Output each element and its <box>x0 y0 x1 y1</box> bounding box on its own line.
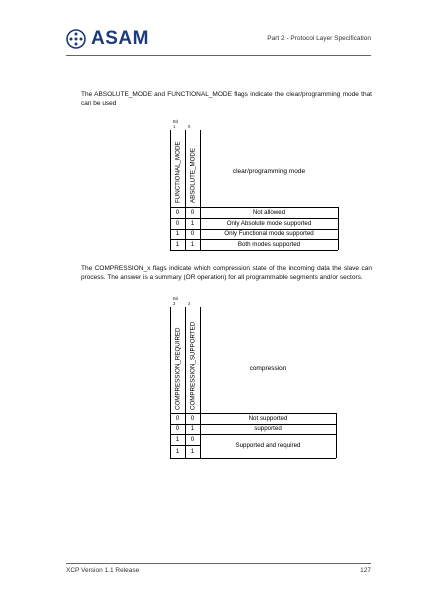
table-border <box>170 250 338 251</box>
description-header: clear/programming mode <box>232 168 306 175</box>
table-border <box>200 307 201 458</box>
table-cell: 0 <box>175 415 180 422</box>
column-header: COMPRESSION_REQUIRED <box>174 327 182 410</box>
table-cell: 0 <box>175 209 180 216</box>
footer-version: XCP Version 1.1 Release <box>66 567 140 574</box>
bit-number: 0 <box>188 124 191 129</box>
column-header: FUNCTIONAL_MODE <box>174 141 182 203</box>
table-cell: 0 <box>190 415 195 422</box>
document-title: Part 2 - Protocol Layer Specification <box>267 35 371 42</box>
bit-number: 1 <box>173 124 176 129</box>
footer-divider <box>66 563 371 564</box>
logo-text: ASAM <box>91 28 149 49</box>
column-header: COMPRESSION_SUPPORTED <box>189 321 197 410</box>
page-number: 127 <box>360 567 371 574</box>
paragraph-mode-flags: The ABSOLUTE_MODE and FUNCTIONAL_MODE flags indicate the clear/programming mode that can be used <box>81 91 372 107</box>
column-header: ABSOLUTE_MODE <box>189 147 197 203</box>
table-cell: 0 <box>190 436 195 443</box>
table-cell: Both modes supported <box>237 241 301 248</box>
bit-label: Bit <box>173 119 178 124</box>
table-border <box>170 458 336 459</box>
table-border <box>170 445 200 446</box>
bit-number: 3 <box>173 301 176 306</box>
table-cell: 0 <box>175 220 180 227</box>
table-border <box>336 413 337 458</box>
table-cell: 1 <box>175 230 180 237</box>
table-cell: Only Absolute mode supported <box>226 220 312 227</box>
header-divider <box>66 55 371 56</box>
table-cell: Not allowed <box>252 209 286 216</box>
table-cell: 0 <box>175 425 180 432</box>
table-cell: 1 <box>190 241 195 248</box>
table-cell: 1 <box>175 448 180 455</box>
table-cell: 1 <box>175 241 180 248</box>
bit-label: Bit <box>173 296 178 301</box>
table-cell: supported <box>254 425 282 432</box>
table-cell: 0 <box>190 230 195 237</box>
table-cell: Not supported <box>248 415 288 422</box>
table-border <box>338 207 339 250</box>
asam-logo-icon <box>66 29 86 49</box>
bit-number: 2 <box>188 301 191 306</box>
description-header: compression <box>249 365 287 372</box>
table-cell: Only Functional mode supported <box>224 230 314 237</box>
table-cell: 0 <box>190 209 195 216</box>
asam-logo <box>66 28 149 50</box>
table-cell: 1 <box>190 425 195 432</box>
table-cell: 1 <box>190 220 195 227</box>
table-cell: 1 <box>190 448 195 455</box>
table-cell: 1 <box>175 436 180 443</box>
table-cell: Supported and required <box>235 442 301 449</box>
paragraph-compression-flags: The COMPRESSION_x flags indicate which compression state of the incoming data the slave can process. The answer is a summary (OR operation) for all programmable segments and/or sectors. <box>81 265 372 281</box>
